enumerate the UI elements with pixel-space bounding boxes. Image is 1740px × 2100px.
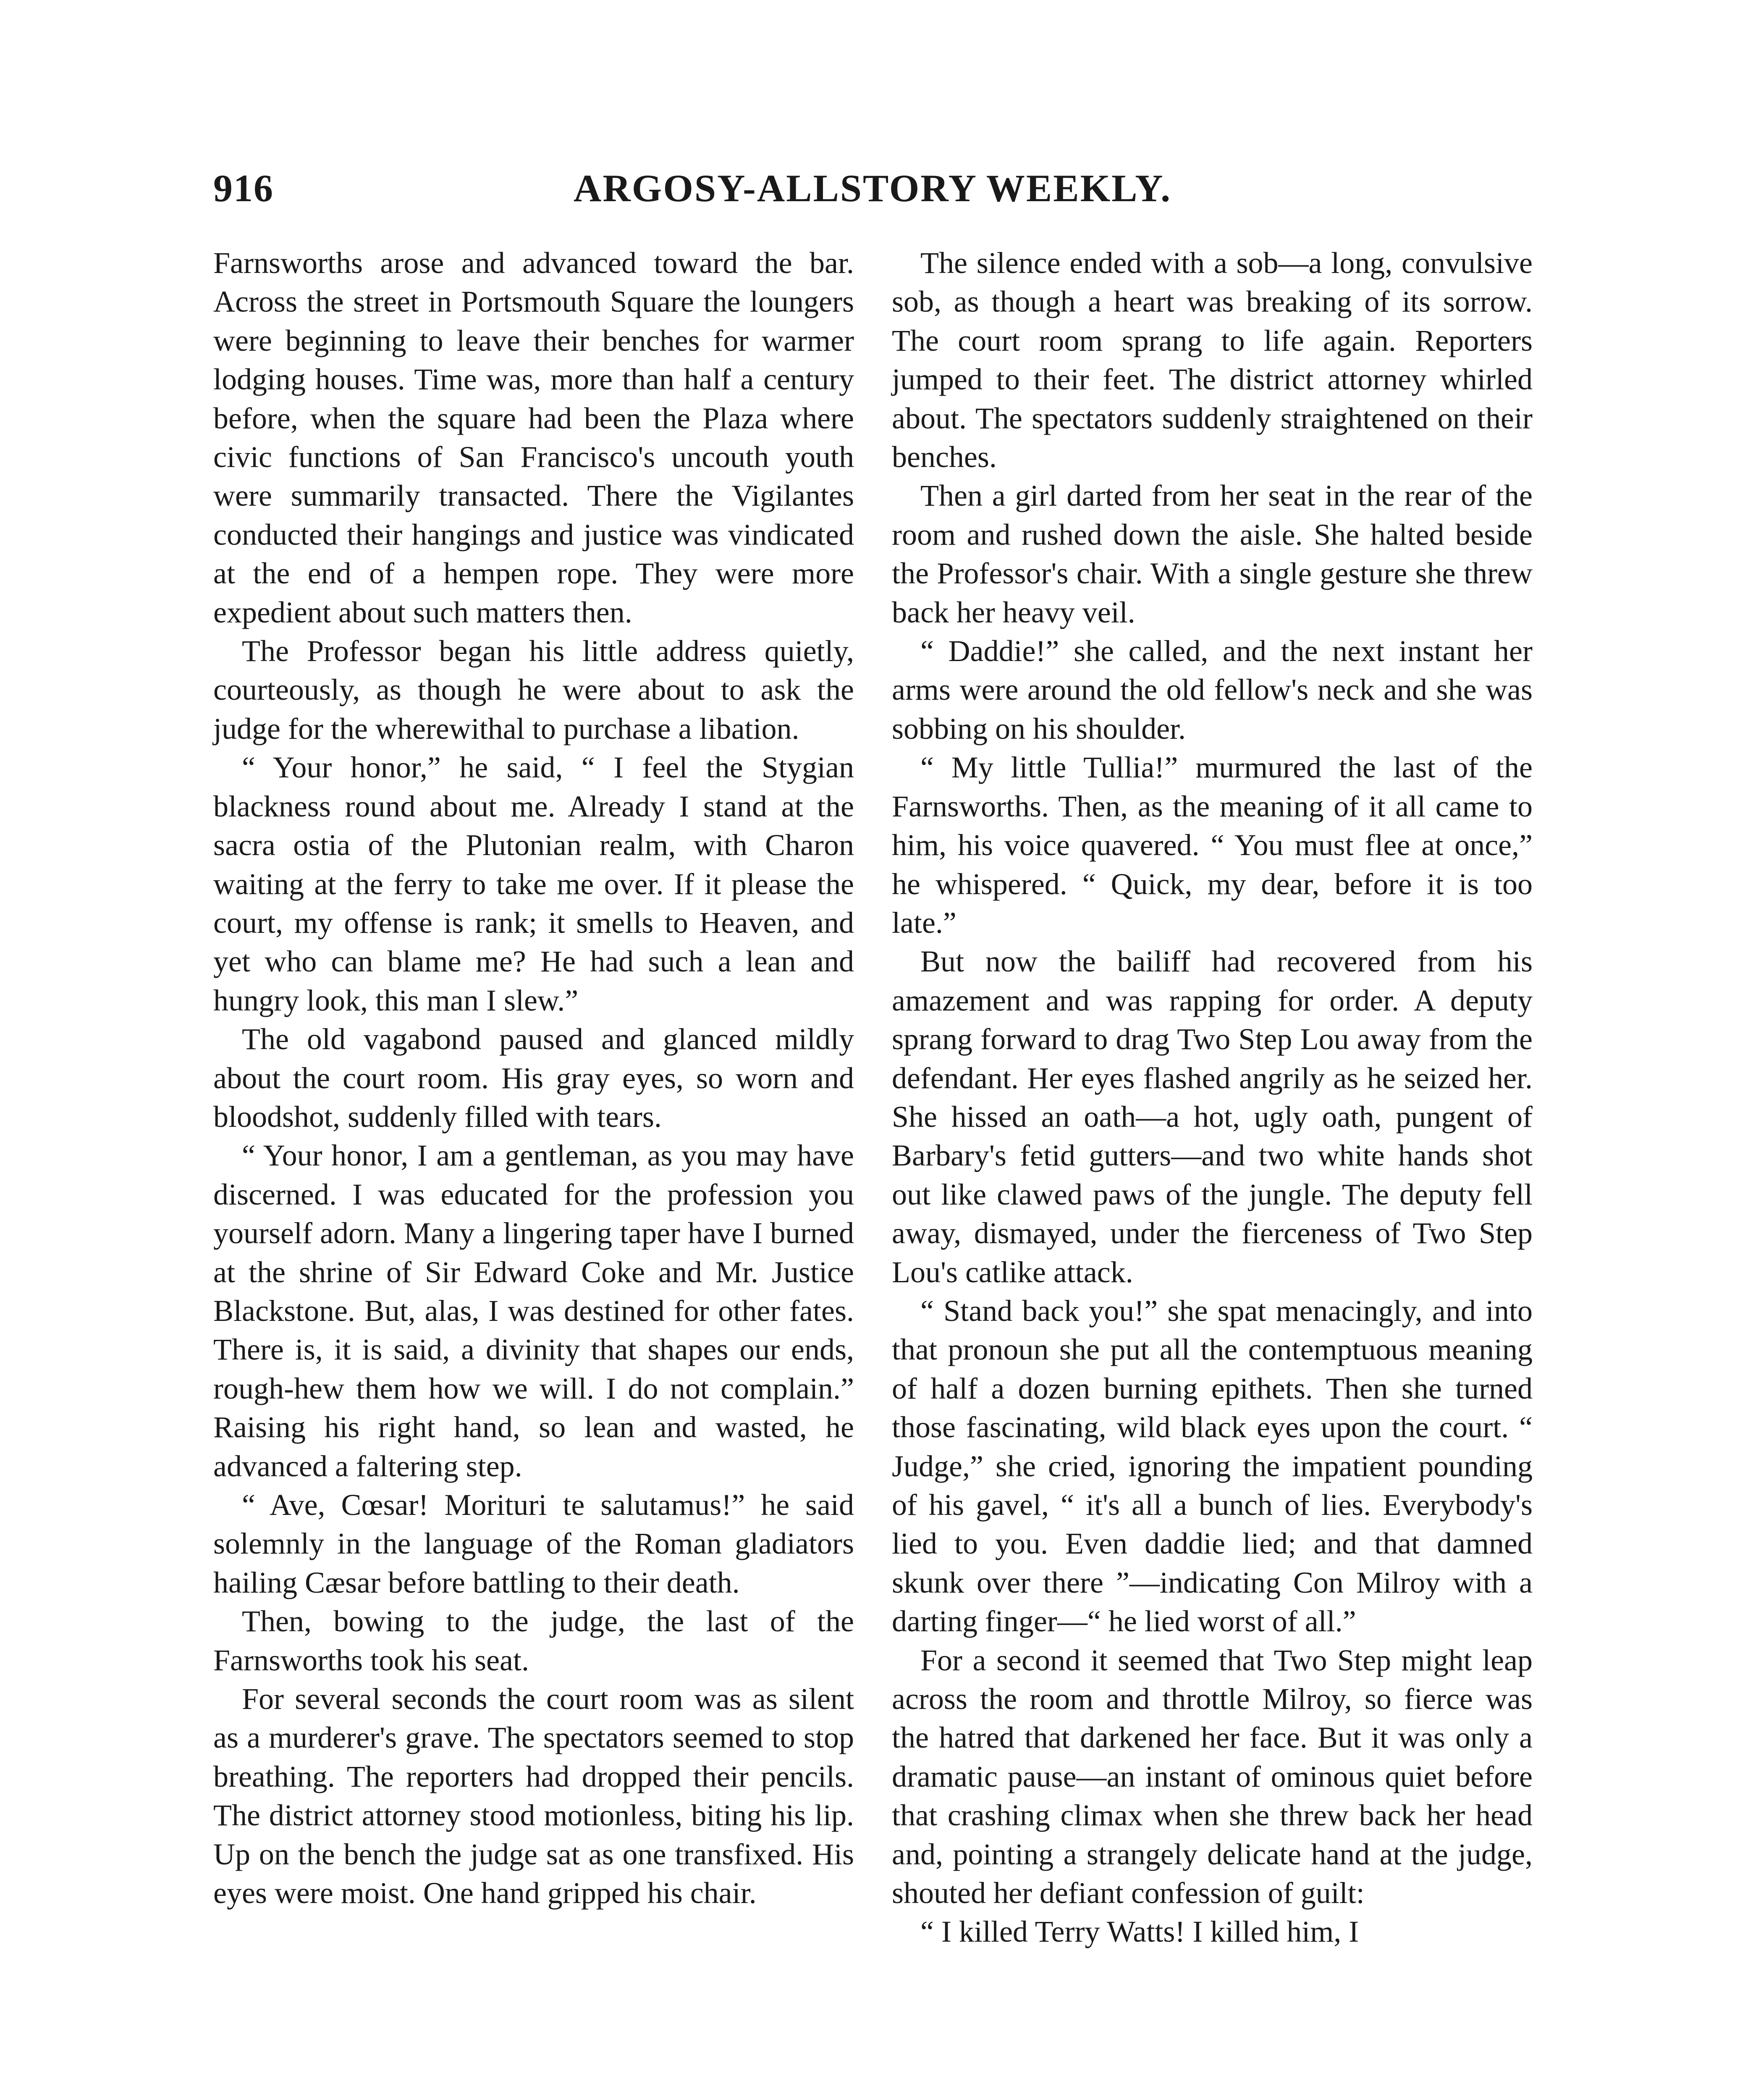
paragraph: “ I killed Terry Watts! I killed him, I — [920, 1915, 1359, 1949]
page-header — [213, 166, 1532, 229]
paragraph: “ Daddie!” she called, and the next instant her arms were around the old fellow's neck and she was sobbing on his shoulder. — [892, 634, 1533, 746]
paragraph: The Professor began his little address quietly, courteously, as though he were about to ask the judge for the wherewithal to purchase a libation. — [213, 634, 854, 746]
paragraph: “ My little Tullia!” murmured the last of the Farnsworths. Then, as the meaning of it all came to him, his voice quavered. “ You must flee at once,” he whispered. “ Quick, my dear, before it is too late.” — [892, 751, 1533, 940]
paragraph: The silence ended with a sob—a long, convulsive sob, as though a heart was breaking of its sorrow. The court room sprang to life again. Reporters jumped to their feet. The district attorney whirled about. The spectators suddenly straightened on their benches. — [892, 246, 1533, 474]
paragraph: Farnsworths arose and advanced toward the bar. Across the street in Portsmouth Square the loungers were beginning to leave their benches for warmer lodging houses. Time was, more than half a century before, when the square had been the Plaza where civic functions of San Francisco's uncouth youth were summarily transacted. There the Vigilantes conducted their hangings and justice was vindicated at the end of a hempen rope. They were more expedient about such matters then. — [213, 246, 854, 629]
paragraph: “ Stand back you!” she spat menacingly, and into that pronoun she put all the contemptuous meaning of half a dozen burning epithets. Then she turned those fascinating, wild black eyes upon the court. “ Judge,” she cried, ignoring the impatient pounding of his gavel, “ it's all a bunch of lies. Everybody's lied to you. Even daddie lied; and that damned skunk over there ”—indicating Con Milroy with a darting finger—“ he lied worst of all.” — [892, 1294, 1533, 1638]
paragraph: “ Ave, Cœsar! Morituri te salutamus!” he said solemnly in the language of the Roman gladiators hailing Cæsar before battling to their death. — [213, 1488, 854, 1599]
left-column — [213, 244, 854, 1912]
paragraph: For several seconds the court room was as silent as a murderer's grave. The spectators seemed to stop breathing. The reporters had dropped their pencils. The district attorney stood motionless, biting his lip. Up on the bench the judge sat as one transfixed. His eyes were moist. One hand gripped his chair. — [213, 1682, 854, 1910]
paragraph: Then a girl darted from her seat in the rear of the room and rushed down the aisle. She halted beside the Professor's chair. With a single gesture she threw back her heavy veil. — [892, 479, 1533, 629]
paragraph: The old vagabond paused and glanced mildly about the court room. His gray eyes, so worn and bloodshot, suddenly filled with tears. — [213, 1022, 854, 1134]
paragraph: For a second it seemed that Two Step might leap across the room and throttle Milroy, so fierce was the hatred that darkened her face. But it was only a dramatic pause—an instant of ominous quiet before that crashing climax when she threw back her head and, pointing a strangely delicate hand at the judge, shouted her defiant confession of guilt: — [892, 1643, 1533, 1910]
paragraph: “ Your honor, I am a gentleman, as you may have discerned. I was educated for the profession you yourself adorn. Many a lingering taper have I burned at the shrine of Sir Edward Coke and Mr. Justice Blackstone. But, alas, I was destined for other fates. There is, it is said, a divinity that shapes our ends, rough-hew them how we will. I do not complain.” Raising his right hand, so lean and wasted, he advanced a faltering step. — [213, 1139, 854, 1483]
paragraph: Then, bowing to the judge, the last of the Farnsworths took his seat. — [213, 1604, 854, 1677]
right-column — [892, 244, 1533, 1951]
paragraph: But now the bailiff had recovered from his amazement and was rapping for order. A deputy sprang forward to drag Two Step Lou away from the defendant. Her eyes flashed angrily as he seized her. She hissed an oath—a hot, ugly oath, pungent of Barbary's fetid gutters—and two white hands shot out like clawed paws of the jungle. The deputy fell away, dismayed, under the fierceness of Two Step Lou's catlike attack. — [892, 945, 1533, 1289]
running-head: ARGOSY-ALLSTORY WEEKLY. — [573, 167, 1172, 210]
page-number: 916 — [213, 167, 274, 210]
paragraph: “ Your honor,” he said, “ I feel the Stygian blackness round about me. Already I stand at the sacra ostia of the Plutonian realm, with Charon waiting at the ferry to take me over. If it please the court, my offense is rank; it smells to Heaven, and yet who can blame me? He had such a lean and hungry look, this man I slew.” — [213, 751, 854, 1017]
